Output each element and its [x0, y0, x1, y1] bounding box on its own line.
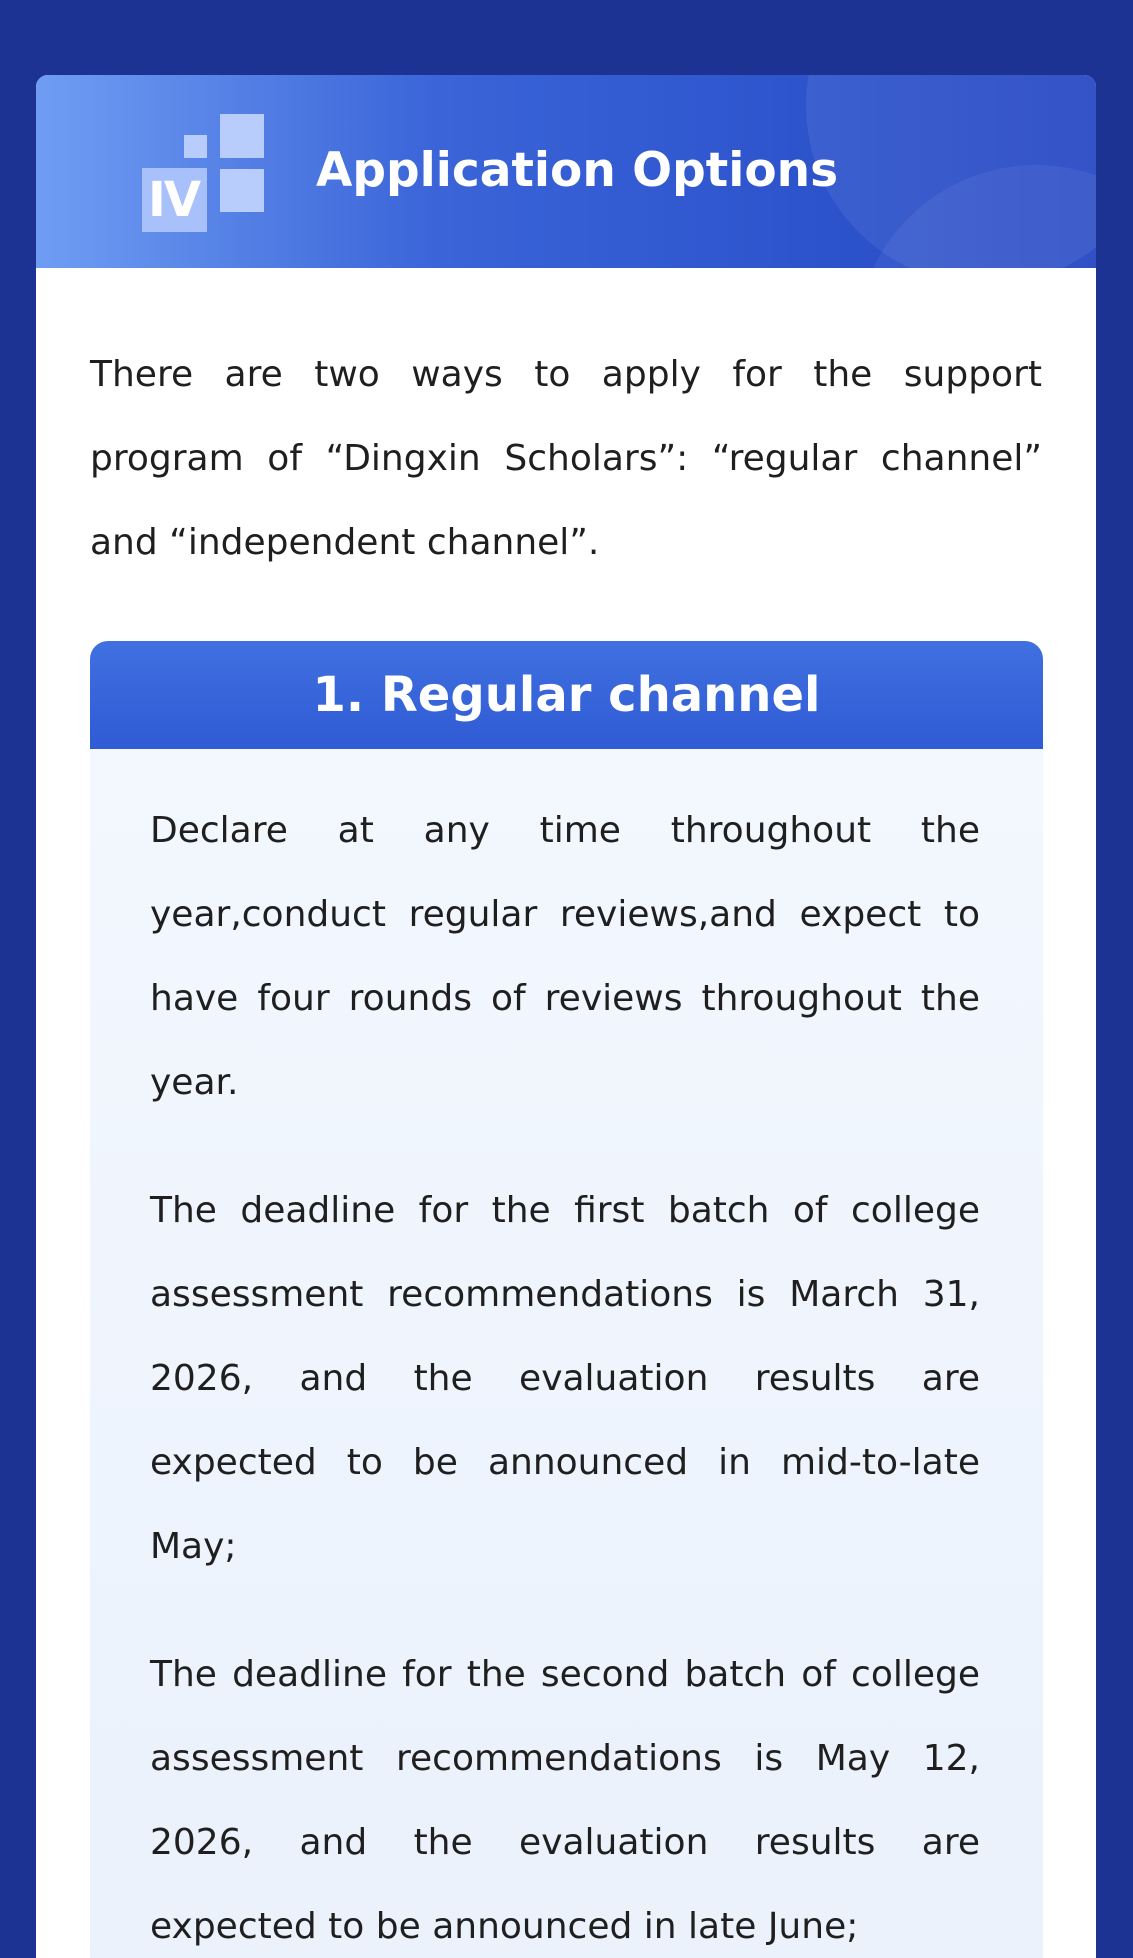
badge-square [220, 169, 264, 212]
body-paragraph: The deadline for the second batch of college assessment recommendations is May 12, 2026, and the evaluation results are expected to be announced in late June; [150, 1654, 980, 1947]
badge-square [184, 135, 207, 158]
section-title: 1. Regular channel [90, 641, 1043, 749]
section-banner [36, 75, 1096, 268]
body-paragraph: The deadline for the first batch of college assessment recommendations is March 31, 2026, and the evaluation results are expected to be announced in mid-to-late May; [150, 1190, 980, 1567]
regular-channel-section [90, 641, 1043, 1958]
section-number-badge-icon [142, 114, 264, 234]
badge-square [220, 114, 264, 158]
section-numeral: IV [148, 172, 200, 228]
section-body [150, 789, 980, 1958]
body-paragraph: Declare at any time throughout the year,conduct regular reviews,and expect to have four rounds of reviews throughout the year. [150, 810, 980, 1103]
intro-paragraph: There are two ways to apply for the support program of “Dingxin Scholars”: “regular channel” and “independent channel”. [90, 354, 1042, 563]
content-card [36, 75, 1096, 1958]
page-title: Application Options [316, 143, 839, 198]
